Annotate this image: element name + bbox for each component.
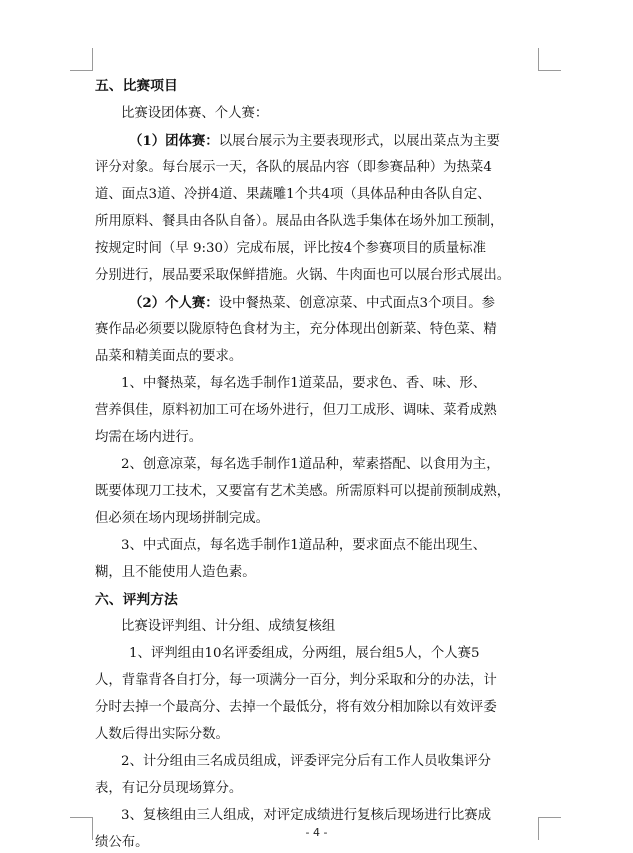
paragraph-line: 2、创意凉菜，每名选手制作1道品种，荤素搭配、以食用为主， bbox=[121, 457, 500, 472]
paragraph-line: 品菜和精美面点的要求。 bbox=[95, 349, 243, 364]
paragraph-line: 道、面点3道、冷拼4道、果蔬雕1个共4项（具体品种由各队自定、 bbox=[95, 187, 491, 202]
individual-label: （2）个人赛： bbox=[129, 295, 219, 311]
paragraph-line: 分时去掉一个最高分、去掉一个最低分，将有效分相加除以有效评委 bbox=[95, 700, 497, 715]
section-heading: 五、比赛项目 bbox=[95, 78, 178, 94]
paragraph-line: 按规定时间（早 9:30）完成布展，评比按4个参赛项目的质量标准 bbox=[95, 241, 487, 256]
paragraph-line: 1、中餐热菜，每名选手制作1道菜品，要求色、香、味、形、 bbox=[121, 376, 487, 391]
paragraph-line: 赛作品必须要以陇原特色食材为主，充分体现出创新菜、特色菜、精 bbox=[95, 322, 497, 337]
paragraph-line: 3、复核组由三人组成，对评定成绩进行复核后现场进行比赛成 bbox=[121, 808, 492, 823]
paragraph-line: 糊，且不能使用人造色素。 bbox=[95, 565, 256, 580]
paragraph-line: 3、中式面点，每名选手制作1道品种，要求面点不能出现生、 bbox=[121, 538, 487, 553]
team-label: （1）团体赛： bbox=[129, 133, 219, 149]
paragraph-line: 所用原料、餐具由各队自备）。展品由各队选手集体在场外加工预制， bbox=[95, 214, 504, 229]
paragraph-line: 人数后得出实际分数。 bbox=[95, 727, 229, 742]
paragraph-line: 但必须在场内现场拼制完成。 bbox=[95, 511, 270, 526]
corner-mark-top-right bbox=[538, 48, 561, 71]
paragraph-line: 营养俱佳，原料初加工可在场外进行，但刀工成形、调味、菜肴成熟 bbox=[95, 403, 497, 418]
corner-mark-top-left bbox=[70, 48, 93, 71]
paragraph-line: 既要体现刀工技术，又要富有艺术美感。所需原料可以提前预制成熟， bbox=[95, 484, 511, 499]
paragraph-line: 评分对象。每台展示一天，各队的展品内容（即参赛品种）为热菜4 bbox=[95, 160, 492, 175]
paragraph-line: 比赛设团体赛、个人赛： bbox=[121, 106, 269, 121]
section-heading: 六、评判方法 bbox=[95, 592, 178, 608]
paragraph-line: 1、评判组由10名评委组成，分两组，展台组5人，个人赛5 bbox=[129, 646, 480, 661]
paragraph-line: （1）团体赛：以展台展示为主要表现形式，以展出菜点为主要 bbox=[129, 133, 500, 149]
paragraph-line: 2、计分组由三名成员组成，评委评完分后有工作人员收集评分 bbox=[121, 754, 492, 769]
paragraph-line: 表，有记分员现场算分。 bbox=[95, 781, 243, 796]
paragraph-line: （2）个人赛：设中餐热菜、创意凉菜、中式面点3个项目。参 bbox=[129, 295, 496, 311]
page-number: - 4 - bbox=[305, 826, 328, 839]
paragraph-line: 人，背靠背各自打分，每一项满分一百分，判分采取和分的办法，计 bbox=[95, 673, 497, 688]
paragraph-line: 均需在场内进行。 bbox=[95, 430, 203, 445]
paragraph-line: 绩公布。 bbox=[95, 835, 149, 850]
paragraph-line: 比赛设评判组、计分组、成绩复核组 bbox=[121, 619, 336, 634]
paragraph-line: 分别进行，展品要采取保鲜措施。火锅、牛肉面也可以展台形式展出。 bbox=[95, 268, 511, 283]
